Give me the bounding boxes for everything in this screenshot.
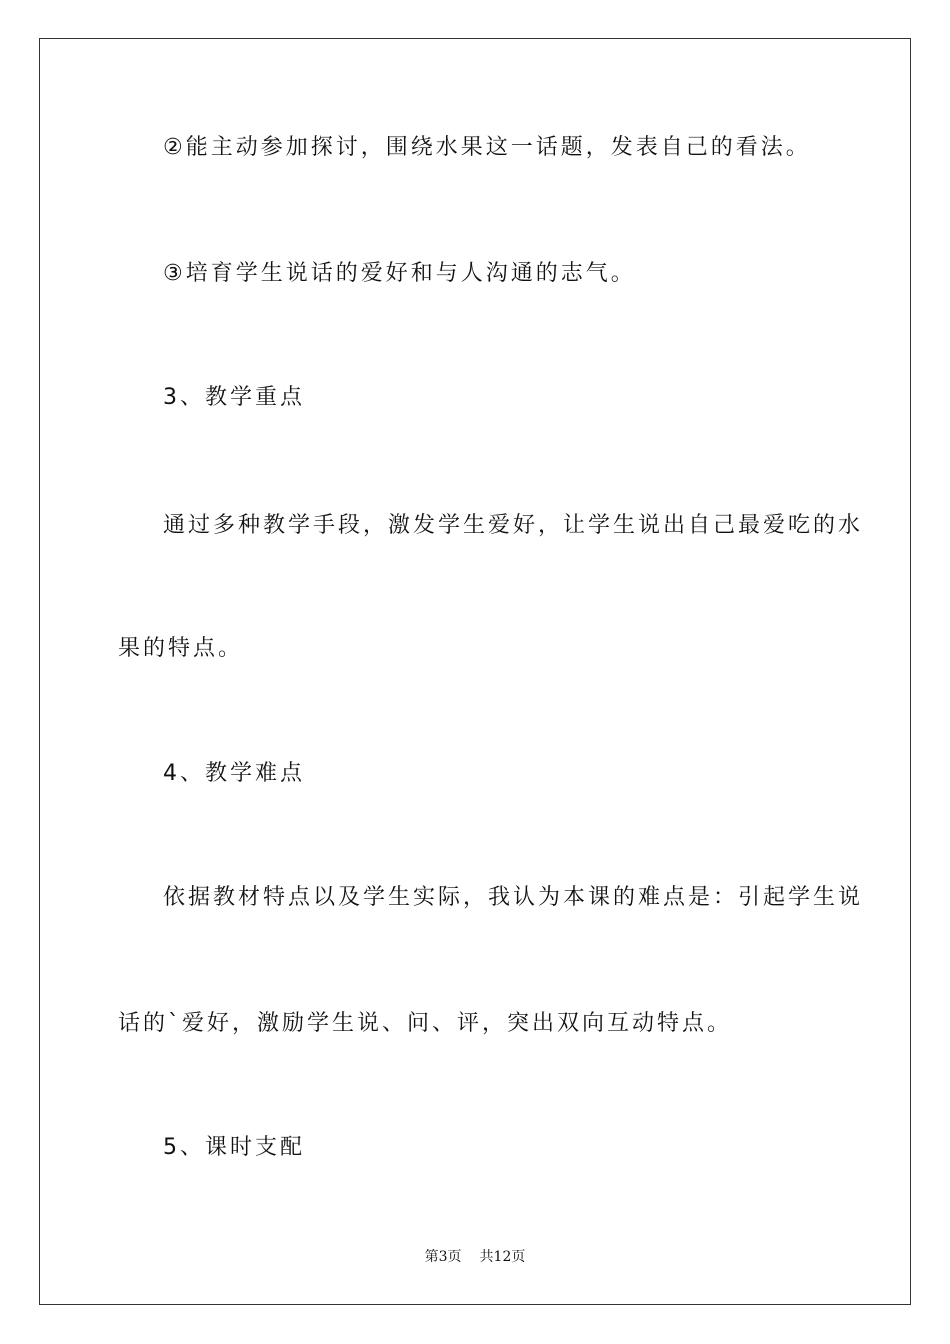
page-footer — [0, 1247, 950, 1267]
page-number: 第3页 — [424, 1249, 462, 1265]
key-points-paragraph-line-2: 果的特点。 — [118, 636, 244, 661]
section-3-heading: 3、教学重点 — [163, 385, 305, 410]
difficulty-paragraph-line-2: 话的`爱好，激励学生说、问、评，突出双向互动特点。 — [118, 1011, 733, 1036]
section-5-heading: 5、课时支配 — [163, 1135, 305, 1160]
page-total: 共12页 — [479, 1249, 526, 1265]
key-points-paragraph-line-1: 通过多种教学手段，激发学生爱好，让学生说出自己最爱吃的水 — [163, 513, 864, 538]
section-4-heading: 4、教学难点 — [163, 761, 305, 786]
difficulty-paragraph-line-1: 依据教材特点以及学生实际，我认为本课的难点是：引起学生说 — [163, 885, 864, 910]
objective-3-text: ③培育学生说话的爱好和与人沟通的志气。 — [163, 261, 636, 286]
objective-2-text: ②能主动参加探讨，围绕水果这一话题，发表自己的看法。 — [163, 135, 811, 160]
page-frame — [39, 38, 911, 1305]
